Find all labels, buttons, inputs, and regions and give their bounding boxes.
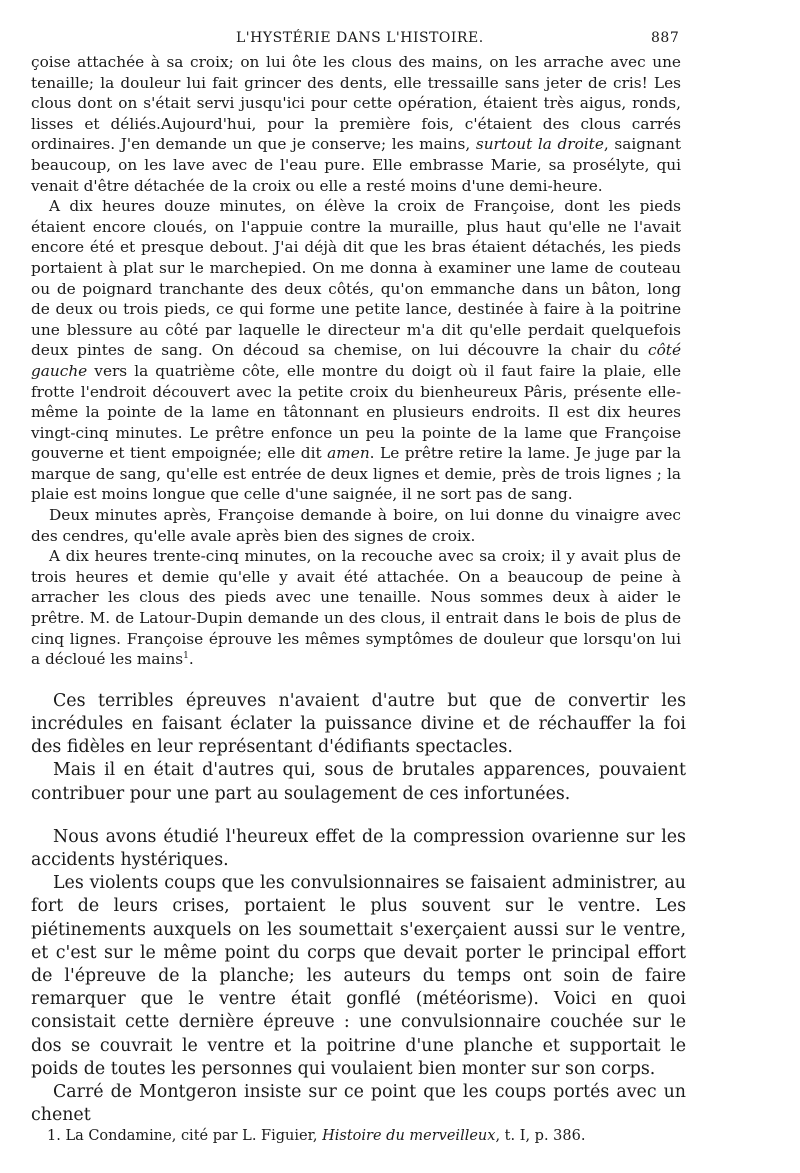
page-number: 887 — [651, 30, 680, 46]
quoted-paragraph-3: Deux minutes après, Françoise demande à boire, on lui donne du vinaigre avec des cendres, qu'elle avale après bien des signes de croix. — [31, 506, 681, 545]
running-title: L'HYSTÉRIE DANS L'HISTOIRE. — [236, 30, 484, 46]
quoted-paragraph-2: A dix heures douze minutes, on élève la croix de Françoise, dont les pieds étaient encore cloués, on l'appuie contre la muraille, plus haut qu'elle ne l'avait encore été et presque debout. J'ai déjà dit que les bras étaient détachés, les pieds portaient à plat sur le marchepied. On me donna à examiner une lame de couteau ou de poignard tranchante des deux côtés, qu'on emmanche dans un bâton, long de deux ou trois pieds, ce qui forme une petite lance, destinée à faire à la poitrine une blessure au côté par laquelle le directeur m'a dit qu'elle perdait quelquefois deux pintes de sang. On découd sa chemise, on lui découvre la chair du côté gauche vers la quatrième côte, elle montre du doigt où il faut faire la plaie, elle frotte l'endroit découvert avec la petite croix du bienheureux Pâris, présente elle-même la pointe de la lame en tâtonnant en plusieurs endroits. Il est dix heures vingt-cinq minutes. Le prêtre enfonce un peu la pointe de la lame que Françoise gouverne et tient empoignée; elle dit amen. Le prêtre retire la lame. Je juge par la marque de sang, qu'elle est entrée de deux lignes et demie, près de trois lignes ; la plaie est moins longue que celle d'une saignée, il ne sort pas de sang. — [31, 197, 681, 504]
footnote-marker: 1 — [183, 651, 189, 662]
body-paragraph-2: Mais il en était d'autres qui, sous de brutales apparences, pouvaient contribuer pour une part au soulagement de ces infortunées. — [31, 760, 686, 804]
body-paragraph-1: Ces terribles épreuves n'avaient d'autre but que de convertir les incrédules en faisant éclater la puissance divine et de réchauffer la foi des fidèles en leur représentant d'édifiants spectacles. — [31, 690, 686, 758]
quoted-paragraph-4: A dix heures trente-cinq minutes, on la recouche avec sa croix; il y avait plus de trois heures et demie qu'elle y avait été attachée. On a beaucoup de peine à arracher les clous des pieds avec une tenaille. Nous sommes deux à aider le prêtre. M. de Latour-Dupin demande un des clous, il entrait dans le bois de plus de cinq lignes. Françoise éprouve les mêmes symptômes de douleur que lorsqu'on lui a décloué les mains$^1$. — [31, 547, 681, 669]
body-paragraph-3: Nous avons étudié l'heureux effet de la compression ovarienne sur les accidents hystériques. — [31, 826, 686, 871]
quoted-testimony — [31, 52, 681, 670]
quoted-paragraph-1: çoise attachée à sa croix; on lui ôte les clous des mains, on les arrache avec une tenaille; la douleur lui fait grincer des dents, elle tressaille sans jeter de cris! Les clous dont on s'était servi jusqu'ici pour cette opération, étaient très aigus, ronds, lisses et déliés.Aujourd'hui, pour la première fois, c'étaient des clous carrés ordinaires. J'en demande un que je conserve; les mains, surtout la droite, saignant beaucoup, on les lave avec de l'eau pure. Elle embrasse Marie, sa prosélyte, qui venait d'être détachée de la croix ou elle a resté moins d'une demi-heure. — [31, 53, 681, 195]
body-paragraph-4: Les violents coups que les convulsionnaires se faisaient administrer, au fort de leurs crises, portaient le plus souvent sur le ventre. Les piétinements auxquels on les soumettait s'exerçaient aussi sur le ventre, et c'est sur le même point du corps que devait porter le principal effort de l'épreuve de la planche; les auteurs du temps ont soin de faire remarquer que le ventre était gonflé (météorisme). Voici en quoi consistait cette dernière épreuve : une convulsionnaire couchée sur le dos se couvrait le ventre et la poitrine d'une planche et supportait le poids de toutes les personnes qui voulaient bien monter sur son corps. — [31, 873, 686, 1079]
body-paragraph-5: Carré de Montgeron insiste sur ce point que les coups portés avec un chenet — [31, 1082, 686, 1126]
footnote: 1. La Condamine, cité par L. Figuier, Histoire du merveilleux, t. I, p. 386. — [47, 1128, 586, 1144]
main-text — [31, 690, 686, 1128]
running-head — [31, 28, 684, 52]
